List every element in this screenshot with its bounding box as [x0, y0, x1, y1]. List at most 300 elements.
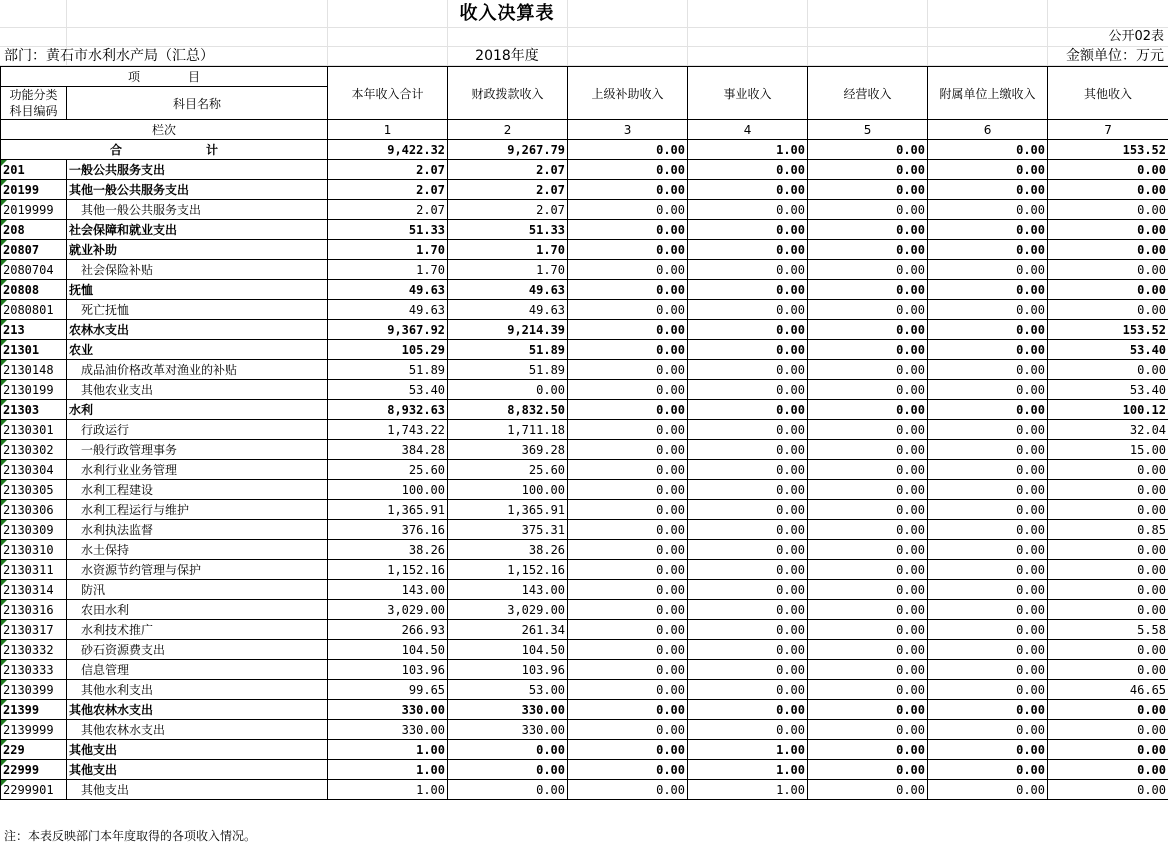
amount-cell: 0.00: [688, 480, 808, 500]
amount-cell: 1,365.91: [448, 500, 568, 520]
col-number: 7: [1048, 120, 1168, 140]
amount-cell: 0.00: [1048, 480, 1168, 500]
amount-cell: 0.00: [1048, 760, 1168, 780]
amount-cell: 0.00: [568, 380, 688, 400]
amount-cell: 0.00: [808, 280, 928, 300]
amount-cell: 2.07: [328, 160, 448, 180]
amount-cell: 0.00: [688, 320, 808, 340]
amount-cell: 0.00: [1048, 600, 1168, 620]
amount-cell: 0.00: [568, 440, 688, 460]
subject-name: 水利执法监督: [67, 520, 328, 540]
table-row: [1, 160, 1168, 180]
amount-cell: 0.00: [1048, 280, 1168, 300]
subject-name: 就业补助: [67, 240, 328, 260]
amount-cell: 0.00: [928, 620, 1048, 640]
amount-cell: 375.31: [448, 520, 568, 540]
table-row: [1, 280, 1168, 300]
table-row: [1, 320, 1168, 340]
header-name: 科目名称: [67, 87, 328, 120]
table-row: [1, 300, 1168, 320]
amount-cell: 0.00: [928, 460, 1048, 480]
amount-cell: 0.00: [928, 180, 1048, 200]
amount-cell: 0.00: [568, 560, 688, 580]
subject-code: 2130301: [1, 420, 67, 440]
table-row: [1, 640, 1168, 660]
amount-cell: 0.00: [1048, 660, 1168, 680]
subject-code: 208: [1, 220, 67, 240]
amount-cell: 0.00: [688, 300, 808, 320]
amount-cell: 0.00: [808, 320, 928, 340]
total-label: 合 计: [1, 140, 328, 160]
amount-cell: 0.00: [568, 240, 688, 260]
amount-cell: 0.00: [928, 600, 1048, 620]
subject-code: 21301: [1, 340, 67, 360]
amount-cell: 0.00: [928, 480, 1048, 500]
subject-name: 一般行政管理事务: [67, 440, 328, 460]
amount-cell: 0.00: [1048, 160, 1168, 180]
amount-cell: 9,367.92: [328, 320, 448, 340]
amount-cell: 0.00: [808, 300, 928, 320]
table-row: [1, 360, 1168, 380]
amount-cell: 0.00: [568, 460, 688, 480]
amount-cell: 0.00: [568, 220, 688, 240]
amount-cell: 0.00: [1048, 580, 1168, 600]
amount-cell: 0.00: [808, 260, 928, 280]
gridline: [687, 0, 688, 66]
amount-cell: 0.00: [808, 220, 928, 240]
header-col-3: 上级补助收入: [568, 67, 688, 120]
amount-cell: 0.00: [568, 620, 688, 640]
amount-cell: 0.00: [568, 640, 688, 660]
table-row: [1, 780, 1168, 800]
table-row: [1, 240, 1168, 260]
amount-cell: 0.00: [568, 280, 688, 300]
gridline: [807, 0, 808, 66]
subject-code: 2080704: [1, 260, 67, 280]
amount-cell: 51.33: [328, 220, 448, 240]
amount-cell: 0.00: [1048, 500, 1168, 520]
amount-cell: 0.00: [928, 240, 1048, 260]
amount-cell: 0.00: [568, 760, 688, 780]
col-number: 1: [328, 120, 448, 140]
amount-cell: 1.00: [688, 780, 808, 800]
amount-cell: 0.00: [1048, 240, 1168, 260]
amount-cell: 0.00: [448, 780, 568, 800]
amount-cell: 0.00: [568, 260, 688, 280]
amount-cell: 0.00: [808, 660, 928, 680]
subject-code: 22999: [1, 760, 67, 780]
amount-cell: 99.65: [328, 680, 448, 700]
amount-cell: 0.00: [928, 400, 1048, 420]
amount-cell: 15.00: [1048, 440, 1168, 460]
amount-cell: 51.33: [448, 220, 568, 240]
amount-cell: 0.00: [688, 260, 808, 280]
table-note: 注：本表反映部门本年度取得的各项收入情况。: [4, 829, 257, 843]
amount-cell: 0.00: [928, 760, 1048, 780]
amount-cell: 0.00: [928, 340, 1048, 360]
amount-cell: 0.00: [808, 600, 928, 620]
fiscal-year: 2018年度: [475, 48, 539, 64]
amount-cell: 53.40: [1048, 340, 1168, 360]
amount-cell: 0.00: [808, 340, 928, 360]
table-row: [1, 540, 1168, 560]
amount-cell: 0.00: [568, 180, 688, 200]
amount-cell: 0.00: [1048, 360, 1168, 380]
amount-cell: 0.00: [808, 620, 928, 640]
amount-cell: 0.00: [1048, 260, 1168, 280]
amount-cell: 0.00: [928, 280, 1048, 300]
amount-cell: 330.00: [328, 700, 448, 720]
amount-cell: 53.40: [1048, 380, 1168, 400]
table-row: [1, 400, 1168, 420]
amount-cell: 25.60: [328, 460, 448, 480]
total-value: 153.52: [1048, 140, 1168, 160]
amount-cell: 1.00: [688, 740, 808, 760]
total-value: 9,422.32: [328, 140, 448, 160]
subject-code: 2139999: [1, 720, 67, 740]
amount-cell: 0.00: [688, 460, 808, 480]
subject-name: 成品油价格改革对渔业的补贴: [67, 360, 328, 380]
amount-cell: 0.00: [928, 500, 1048, 520]
amount-cell: 0.00: [1048, 780, 1168, 800]
amount-cell: 0.00: [928, 660, 1048, 680]
subject-name: 信息管理: [67, 660, 328, 680]
amount-cell: 0.00: [808, 480, 928, 500]
subject-code: 21399: [1, 700, 67, 720]
subject-code: 2130302: [1, 440, 67, 460]
amount-cell: 0.00: [568, 600, 688, 620]
amount-cell: 0.00: [808, 740, 928, 760]
amount-cell: 104.50: [328, 640, 448, 660]
amount-cell: 0.00: [688, 520, 808, 540]
amount-cell: 0.00: [688, 580, 808, 600]
amount-cell: 143.00: [328, 580, 448, 600]
amount-cell: 1.00: [328, 760, 448, 780]
amount-cell: 5.58: [1048, 620, 1168, 640]
amount-cell: 0.00: [688, 720, 808, 740]
amount-cell: 0.00: [568, 160, 688, 180]
amount-cell: 0.00: [928, 320, 1048, 340]
col-number: 6: [928, 120, 1048, 140]
amount-cell: 0.00: [928, 740, 1048, 760]
table-row: [1, 180, 1168, 200]
amount-cell: 0.00: [688, 200, 808, 220]
amount-cell: 38.26: [448, 540, 568, 560]
amount-cell: 0.00: [688, 620, 808, 640]
amount-cell: 0.00: [568, 740, 688, 760]
amount-cell: 3,029.00: [328, 600, 448, 620]
amount-cell: 0.00: [808, 700, 928, 720]
amount-cell: 0.00: [808, 240, 928, 260]
row-index-label: 栏次: [1, 120, 328, 140]
subject-code: 21303: [1, 400, 67, 420]
subject-code: 20808: [1, 280, 67, 300]
subject-name: 行政运行: [67, 420, 328, 440]
table-row: [1, 740, 1168, 760]
header-col-6: 附属单位上缴收入: [928, 67, 1048, 120]
amount-cell: 1,152.16: [448, 560, 568, 580]
amount-cell: 330.00: [328, 720, 448, 740]
amount-cell: 0.00: [808, 160, 928, 180]
department-label: 部门：黄石市水利水产局（汇总）: [4, 48, 214, 64]
table-row: [1, 440, 1168, 460]
amount-cell: 51.89: [448, 360, 568, 380]
amount-cell: 1.70: [448, 240, 568, 260]
amount-cell: 0.00: [928, 420, 1048, 440]
table-row: [1, 220, 1168, 240]
amount-cell: 51.89: [328, 360, 448, 380]
amount-cell: 0.00: [808, 500, 928, 520]
amount-cell: 0.00: [928, 200, 1048, 220]
col-number: 3: [568, 120, 688, 140]
table-row: [1, 600, 1168, 620]
amount-cell: 1.70: [328, 240, 448, 260]
amount-cell: 0.00: [568, 300, 688, 320]
amount-cell: 0.00: [928, 780, 1048, 800]
amount-cell: 8,932.63: [328, 400, 448, 420]
subject-code: 2130148: [1, 360, 67, 380]
amount-cell: 0.00: [688, 700, 808, 720]
subject-name: 水土保持: [67, 540, 328, 560]
amount-cell: 0.00: [808, 760, 928, 780]
header-code: 功能分类 科目编码: [1, 87, 67, 120]
amount-cell: 100.12: [1048, 400, 1168, 420]
amount-cell: 153.52: [1048, 320, 1168, 340]
amount-cell: 330.00: [448, 720, 568, 740]
col-number: 4: [688, 120, 808, 140]
header-col-7: 其他收入: [1048, 67, 1168, 120]
amount-cell: 369.28: [448, 440, 568, 460]
subject-code: 2019999: [1, 200, 67, 220]
subject-code: 2130311: [1, 560, 67, 580]
amount-cell: 1,365.91: [328, 500, 448, 520]
amount-cell: 0.85: [1048, 520, 1168, 540]
amount-cell: 0.00: [568, 480, 688, 500]
amount-cell: 46.65: [1048, 680, 1168, 700]
subject-name: 其他支出: [67, 740, 328, 760]
subject-code: 229: [1, 740, 67, 760]
amount-cell: 0.00: [928, 300, 1048, 320]
amount-cell: 0.00: [808, 780, 928, 800]
amount-cell: 0.00: [808, 540, 928, 560]
subject-name: 死亡抚恤: [67, 300, 328, 320]
subject-code: 20199: [1, 180, 67, 200]
subject-name: 水利行业业务管理: [67, 460, 328, 480]
subject-name: 水利工程运行与维护: [67, 500, 328, 520]
amount-cell: 261.34: [448, 620, 568, 640]
amount-cell: 49.63: [448, 280, 568, 300]
amount-cell: 0.00: [1048, 700, 1168, 720]
amount-cell: 0.00: [448, 380, 568, 400]
amount-cell: 0.00: [688, 560, 808, 580]
amount-cell: 0.00: [688, 440, 808, 460]
subject-name: 水资源节约管理与保护: [67, 560, 328, 580]
amount-cell: 0.00: [808, 580, 928, 600]
total-value: 1.00: [688, 140, 808, 160]
amount-cell: 0.00: [928, 560, 1048, 580]
subject-name: 社会保障和就业支出: [67, 220, 328, 240]
table-row: [1, 660, 1168, 680]
table-row: [1, 700, 1168, 720]
amount-cell: 0.00: [568, 720, 688, 740]
subject-code: 201: [1, 160, 67, 180]
amount-cell: 0.00: [808, 680, 928, 700]
header-col-1: 本年收入合计: [328, 67, 448, 120]
amount-cell: 0.00: [1048, 720, 1168, 740]
subject-code: 2130305: [1, 480, 67, 500]
amount-cell: 25.60: [448, 460, 568, 480]
table-row: [1, 460, 1168, 480]
amount-cell: 0.00: [808, 380, 928, 400]
subject-code: 2299901: [1, 780, 67, 800]
amount-cell: 0.00: [928, 160, 1048, 180]
subject-name: 水利技术推广: [67, 620, 328, 640]
amount-cell: 266.93: [328, 620, 448, 640]
amount-cell: 0.00: [928, 260, 1048, 280]
subject-name: 农田水利: [67, 600, 328, 620]
amount-cell: 0.00: [688, 180, 808, 200]
amount-cell: 49.63: [328, 300, 448, 320]
amount-cell: 0.00: [568, 520, 688, 540]
subject-code: 2130309: [1, 520, 67, 540]
subject-code: 20807: [1, 240, 67, 260]
amount-cell: 0.00: [688, 380, 808, 400]
amount-cell: 376.16: [328, 520, 448, 540]
subject-name: 社会保险补贴: [67, 260, 328, 280]
subject-name: 水利: [67, 400, 328, 420]
subject-code: 2130304: [1, 460, 67, 480]
amount-cell: 0.00: [688, 360, 808, 380]
amount-cell: 330.00: [448, 700, 568, 720]
gridline: [0, 26, 1168, 47]
amount-cell: 49.63: [448, 300, 568, 320]
amount-cell: 104.50: [448, 640, 568, 660]
amount-cell: 1.00: [328, 740, 448, 760]
subject-code: 2130314: [1, 580, 67, 600]
amount-cell: 53.40: [328, 380, 448, 400]
header-col-5: 经营收入: [808, 67, 928, 120]
amount-cell: 0.00: [928, 360, 1048, 380]
table-row: [1, 200, 1168, 220]
amount-cell: 0.00: [808, 360, 928, 380]
subject-name: 抚恤: [67, 280, 328, 300]
currency-unit: 金额单位：万元: [1066, 48, 1164, 64]
subject-code: 2130399: [1, 680, 67, 700]
gridline: [1047, 0, 1048, 66]
amount-cell: 0.00: [688, 640, 808, 660]
col-number: 2: [448, 120, 568, 140]
subject-code: 2130333: [1, 660, 67, 680]
amount-cell: 9,214.39: [448, 320, 568, 340]
amount-cell: 51.89: [448, 340, 568, 360]
amount-cell: 0.00: [928, 380, 1048, 400]
col-number: 5: [808, 120, 928, 140]
amount-cell: 0.00: [448, 740, 568, 760]
amount-cell: 0.00: [568, 200, 688, 220]
table-row: [1, 620, 1168, 640]
amount-cell: 0.00: [928, 520, 1048, 540]
table-row: [1, 380, 1168, 400]
amount-cell: 0.00: [448, 760, 568, 780]
amount-cell: 0.00: [568, 500, 688, 520]
subject-name: 农林水支出: [67, 320, 328, 340]
table-row: [1, 420, 1168, 440]
subject-name: 砂石资源费支出: [67, 640, 328, 660]
amount-cell: 0.00: [688, 500, 808, 520]
table-row: [1, 760, 1168, 780]
header-col-2: 财政拨款收入: [448, 67, 568, 120]
table-row: [1, 480, 1168, 500]
amount-cell: 0.00: [568, 660, 688, 680]
amount-cell: 0.00: [568, 680, 688, 700]
amount-cell: 49.63: [328, 280, 448, 300]
amount-cell: 0.00: [928, 540, 1048, 560]
amount-cell: 100.00: [328, 480, 448, 500]
subject-code: 2130332: [1, 640, 67, 660]
subject-name: 其他农林水支出: [67, 720, 328, 740]
header-project: 项 目: [1, 67, 328, 87]
amount-cell: 0.00: [808, 520, 928, 540]
amount-cell: 0.00: [1048, 560, 1168, 580]
table-title: 收入决算表: [459, 3, 555, 24]
amount-cell: 0.00: [808, 200, 928, 220]
subject-code: 2130310: [1, 540, 67, 560]
amount-cell: 0.00: [1048, 740, 1168, 760]
amount-cell: 0.00: [688, 240, 808, 260]
subject-name: 其他水利支出: [67, 680, 328, 700]
amount-cell: 0.00: [808, 720, 928, 740]
amount-cell: 0.00: [808, 560, 928, 580]
amount-cell: 0.00: [808, 400, 928, 420]
amount-cell: 0.00: [928, 720, 1048, 740]
amount-cell: 0.00: [688, 600, 808, 620]
table-row: [1, 560, 1168, 580]
total-value: 0.00: [568, 140, 688, 160]
subject-name: 防汛: [67, 580, 328, 600]
subject-code: 2130199: [1, 380, 67, 400]
amount-cell: 1,743.22: [328, 420, 448, 440]
subject-name: 其他支出: [67, 760, 328, 780]
subject-name: 水利工程建设: [67, 480, 328, 500]
amount-cell: 53.00: [448, 680, 568, 700]
amount-cell: 0.00: [688, 660, 808, 680]
amount-cell: 0.00: [568, 420, 688, 440]
gridline: [927, 0, 928, 66]
subject-name: 一般公共服务支出: [67, 160, 328, 180]
amount-cell: 0.00: [568, 540, 688, 560]
amount-cell: 2.07: [328, 180, 448, 200]
amount-cell: 0.00: [1048, 460, 1168, 480]
amount-cell: 0.00: [1048, 300, 1168, 320]
amount-cell: 0.00: [928, 220, 1048, 240]
amount-cell: 0.00: [688, 680, 808, 700]
table-row: [1, 720, 1168, 740]
amount-cell: 0.00: [808, 640, 928, 660]
amount-cell: 1.00: [328, 780, 448, 800]
table-row: [1, 580, 1168, 600]
amount-cell: 0.00: [568, 780, 688, 800]
amount-cell: 0.00: [1048, 200, 1168, 220]
total-value: 0.00: [808, 140, 928, 160]
amount-cell: 0.00: [928, 440, 1048, 460]
amount-cell: 2.07: [448, 180, 568, 200]
subject-code: 2130317: [1, 620, 67, 640]
subject-code: 2130306: [1, 500, 67, 520]
amount-cell: 0.00: [688, 280, 808, 300]
amount-cell: 0.00: [568, 700, 688, 720]
subject-name: 其他一般公共服务支出: [67, 200, 328, 220]
amount-cell: 0.00: [688, 540, 808, 560]
